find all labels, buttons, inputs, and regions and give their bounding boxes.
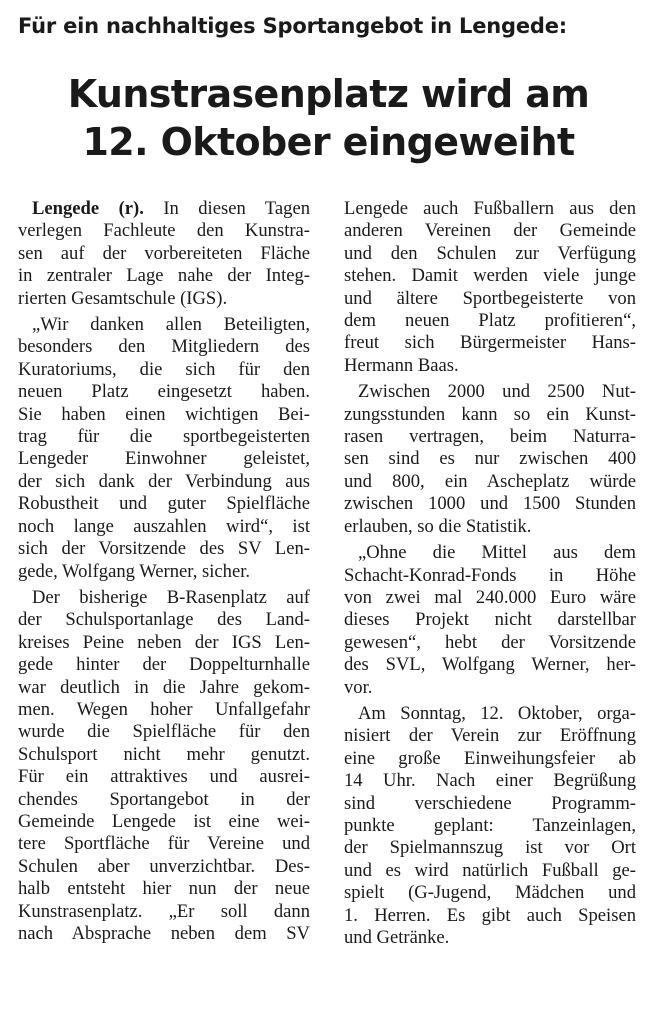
text-line: Schulsport nicht mehr genutzt. [18, 743, 310, 765]
text-line: von zwei mal 240.000 Euro wäre [344, 586, 636, 608]
text-line: und Getränke. [344, 927, 450, 948]
text-line: neuen Platz eingesetzt haben. [18, 381, 310, 403]
text-line: 14 Uhr. Nach einer Begrüßung [344, 770, 636, 792]
text-line: und den Schulen zur Verfügung [344, 242, 636, 264]
text-line: Der bisherige B-Rasenplatz auf [32, 586, 310, 608]
text-line: Am Sonntag, 12. Oktober, orga- [358, 702, 636, 724]
headline [0, 70, 657, 166]
text-line: Lengede auch Fußballern aus den [344, 198, 636, 219]
paragraph-intro [18, 198, 310, 310]
text-line: rierten Gesamtschule (IGS). [18, 287, 228, 309]
text-line: Gemeinde Lengede ist eine wei- [18, 810, 310, 832]
text-line: tere Sportfläche für Vereine und [18, 833, 310, 855]
text-line: chendes Sportangebot in der [18, 788, 310, 810]
text-line: Schulen aber unverzichtbar. Des- [18, 855, 310, 877]
text-line: „Wir danken allen Beteiligten, [32, 314, 310, 336]
text-line: rasen vertragen, beim Naturra- [344, 426, 636, 448]
text-line: halb entsteht hier nun der neue [18, 878, 310, 900]
text-line: sen auf der vorbereiteten Fläche [18, 242, 310, 264]
text-line: „Ohne die Mittel aus dem [358, 542, 636, 564]
text-line: Sie haben einen wichtigen Bei- [18, 403, 310, 425]
paragraph-event [344, 703, 636, 949]
text-line: anderen Vereinen der Gemeinde [344, 220, 636, 242]
text-line: freut sich Bürgermeister Hans- [344, 332, 636, 354]
text-line: war deutlich in die Jahre gekom- [18, 676, 310, 698]
text-line: wurde die Spielfläche für den [18, 721, 310, 743]
text-line: Zwischen 2000 und 2500 Nut- [358, 381, 636, 403]
text-line: sich der Vorsitzende des SV Len- [18, 538, 310, 560]
text-line: gede hinter der Doppelturnhalle [18, 654, 310, 676]
text-line: in zentraler Lage nahe der Integ- [18, 265, 310, 287]
text-line: kreises Peine neben der IGS Len- [18, 631, 310, 653]
text-line: stehen. Damit werden viele junge [344, 265, 636, 287]
text-line: und ältere Sportbegeisterte von [344, 287, 636, 309]
paragraph-funding [344, 542, 636, 699]
text-line: trag für die sportbegeisterten [18, 426, 310, 448]
text-line: sen sind es nur zwischen 400 [344, 448, 636, 470]
paragraph-mayor [344, 198, 636, 377]
text-line: Kuratoriums, die sich für den [18, 358, 310, 380]
text-line: und 800, ein Ascheplatz würde [344, 470, 636, 492]
text-line: erlauben, so die Statistik. [344, 515, 532, 537]
text-line: 1. Herren. Es gibt auch Speisen [344, 904, 636, 926]
text-line [18, 198, 310, 220]
text-line: und es wird natürlich Fußball ge- [344, 859, 636, 881]
text-line: der sich dank der Verbindung aus [18, 470, 310, 492]
text-line: nach Absprache neben dem SV [18, 923, 310, 944]
text-line: zwischen 1000 und 1500 Stunden [344, 493, 636, 515]
dateline: Lengede (r). [32, 198, 144, 219]
text-line: Schacht-Konrad-Fonds in Höhe [344, 564, 636, 586]
right-column [344, 198, 636, 953]
paragraph-statistics [344, 381, 636, 538]
text-line: Für ein attraktives und ausrei- [18, 766, 310, 788]
text-line: zungsstunden kann so ein Kunst- [344, 403, 636, 425]
headline-line-1: Kunstrasenplatz wird am [67, 72, 590, 116]
text-line-segment: In diesen Tagen [143, 198, 310, 219]
text-line: men. Wegen hoher Unfallgefahr [18, 698, 310, 720]
text-line: der Schulsportanlage des Land- [18, 609, 310, 631]
text-line: noch lange auszahlen wird“, ist [18, 515, 310, 537]
text-line: gewesen“, hebt der Vorsitzende [344, 631, 636, 653]
text-line: dieses Projekt nicht darstellbar [344, 609, 636, 631]
text-line: des SVL, Wolfgang Werner, her- [344, 654, 636, 676]
left-column [18, 198, 310, 949]
text-line: der Spielmannszug ist vor Ort [344, 837, 636, 859]
text-line: verlegen Fachleute den Kunstra- [18, 220, 310, 242]
paragraph-history [18, 587, 310, 946]
text-line: Robustheit und guter Spielfläche [18, 493, 310, 515]
text-line: gede, Wolfgang Werner, sicher. [18, 560, 251, 582]
text-line: dem neuen Platz profitieren“, [344, 310, 636, 332]
kicker-line: Für ein nachhaltiges Sportangebot in Lengede: [18, 14, 567, 38]
text-line: vor. [344, 676, 373, 698]
text-line: spielt (G-Jugend, Mädchen und [344, 882, 636, 904]
text-line: besonders den Mitgliedern des [18, 336, 310, 358]
text-line: Hermann Baas. [344, 354, 459, 376]
text-line: nisiert der Verein zur Eröffnung [344, 725, 636, 747]
text-line: punkte geplant: Tanzeinlagen, [344, 814, 636, 836]
headline-line-2: 12. Oktober eingeweiht [82, 120, 575, 164]
text-line: Lengeder Einwohner geleistet, [18, 448, 310, 470]
text-line: sind verschiedene Programm- [344, 792, 636, 814]
text-line: Kunstrasenplatz. „Er soll dann [18, 900, 310, 922]
text-line: eine große Einweihungsfeier ab [344, 747, 636, 769]
paragraph-quote [18, 314, 310, 583]
